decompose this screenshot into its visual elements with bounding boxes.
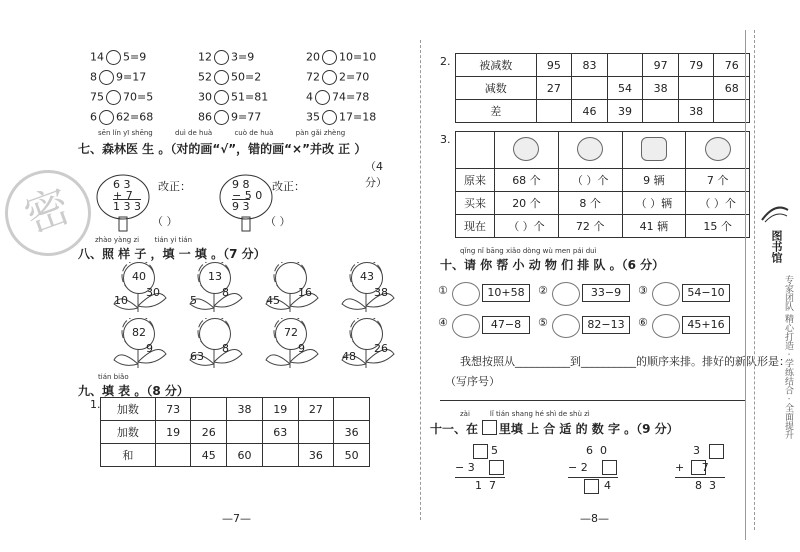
puzzle-2: 6 0 − 2 4 bbox=[568, 444, 618, 494]
compare-item: 8 9=17 bbox=[90, 70, 147, 84]
table-cell: 46 bbox=[572, 100, 608, 123]
compare-item: 20 10=10 bbox=[306, 50, 377, 64]
compare-item: 86 9=77 bbox=[198, 110, 262, 124]
compare-item: 12 3=9 bbox=[198, 50, 255, 64]
animal-item: ⑥ 45+16 bbox=[638, 312, 733, 340]
table-cell[interactable] bbox=[643, 100, 679, 123]
table-cell: 和 bbox=[101, 444, 156, 467]
table-cell[interactable] bbox=[191, 398, 227, 421]
sec10-title: 十、请 你 帮 小 动 物 们 排 队 。（6 分） bbox=[440, 258, 665, 272]
order-sentence: 我想按照从__________到__________的顺序来排。排好的新队形是： bbox=[460, 355, 790, 368]
toy-car-icon bbox=[641, 137, 667, 161]
bird-icon bbox=[552, 282, 580, 306]
side-dashed bbox=[754, 30, 755, 530]
flower-grid bbox=[110, 262, 400, 372]
answer-circle[interactable] bbox=[322, 70, 337, 85]
table-cell[interactable] bbox=[155, 444, 191, 467]
horse-icon bbox=[652, 314, 680, 338]
compare-item: 30 51=81 bbox=[198, 90, 269, 104]
tree-1: 6 3 + 7 1 3 3 bbox=[95, 173, 155, 233]
table-row bbox=[456, 169, 750, 192]
icon-row bbox=[456, 132, 750, 169]
answer-circle[interactable] bbox=[214, 50, 229, 65]
side-slogan: 专家团队 精心打造 · 学练结合 · 全面提升 bbox=[783, 275, 793, 440]
sec7-pinyin: sēn lín yī shēng duì de huà cuò de huà pàn gǎi zhèng bbox=[98, 129, 346, 137]
doll-icon bbox=[577, 137, 603, 161]
table-row bbox=[456, 54, 750, 77]
table-cell[interactable] bbox=[607, 54, 643, 77]
answer-circle[interactable] bbox=[315, 90, 330, 105]
table-cell: 27 bbox=[298, 398, 334, 421]
animal-grid bbox=[438, 280, 738, 340]
table-cell[interactable] bbox=[536, 100, 572, 123]
answer-paren-2: （ ） bbox=[265, 215, 291, 228]
answer-circle[interactable] bbox=[322, 110, 337, 125]
flower: 43 38 bbox=[338, 262, 398, 312]
table-row bbox=[456, 77, 750, 100]
table-cell[interactable] bbox=[572, 77, 608, 100]
answer-circle[interactable] bbox=[322, 50, 337, 65]
side-logo-icon bbox=[760, 200, 790, 226]
stamp: 密 bbox=[0, 158, 103, 268]
sec8-pinyin: zhào yàng zi tián yi tián bbox=[95, 236, 193, 244]
table-cell: 原来 bbox=[456, 169, 495, 192]
table-row bbox=[101, 398, 370, 421]
table-row bbox=[456, 192, 750, 215]
table-cell[interactable]: （ ）个 bbox=[558, 169, 622, 192]
answer-circle[interactable] bbox=[214, 90, 229, 105]
table-cell[interactable] bbox=[298, 421, 334, 444]
table-cell: 8 个 bbox=[558, 192, 622, 215]
buy-table bbox=[455, 131, 750, 238]
table-cell: 38 bbox=[227, 398, 263, 421]
puzzle-3: 3 + 7 8 3 bbox=[675, 444, 725, 494]
flower: 13 5 8 bbox=[186, 262, 246, 312]
table-cell: 68 个 bbox=[495, 169, 559, 192]
table-cell: 97 bbox=[643, 54, 679, 77]
table-cell: 36 bbox=[334, 421, 370, 444]
compare-item: 52 50=2 bbox=[198, 70, 262, 84]
compare-item: 14 5=9 bbox=[90, 50, 147, 64]
table-cell: 9 辆 bbox=[622, 169, 686, 192]
title-box bbox=[482, 420, 497, 435]
table-cell: 83 bbox=[572, 54, 608, 77]
table-cell: 54 bbox=[607, 77, 643, 100]
sec8-title: 八、照 样 子 ，填 一 填 。（7 分） bbox=[78, 247, 266, 261]
answer-circle[interactable] bbox=[214, 110, 229, 125]
fix-label-1: 改正： bbox=[158, 180, 191, 193]
animal-item: ⑤ 82−13 bbox=[538, 312, 633, 340]
compare-item: 75 70=5 bbox=[90, 90, 154, 104]
giraffe-icon bbox=[552, 314, 580, 338]
table-cell[interactable] bbox=[334, 398, 370, 421]
elephant-icon bbox=[452, 314, 480, 338]
table-cell: 60 bbox=[227, 444, 263, 467]
table-cell: 79 bbox=[678, 54, 714, 77]
table-cell[interactable] bbox=[262, 444, 298, 467]
table-cell: 95 bbox=[536, 54, 572, 77]
tree-2: 9 8 − 5 0 9 3 bbox=[218, 173, 278, 233]
sec7-score: （4 分） bbox=[365, 160, 387, 189]
answer-circle[interactable] bbox=[99, 70, 114, 85]
table-cell[interactable] bbox=[227, 421, 263, 444]
add-table bbox=[100, 397, 370, 467]
table-cell: 38 bbox=[643, 77, 679, 100]
answer-circle[interactable] bbox=[214, 70, 229, 85]
table-cell[interactable] bbox=[678, 77, 714, 100]
animal-item: ④ 47−8 bbox=[438, 312, 533, 340]
table-row bbox=[456, 100, 750, 123]
table-cell: 41 辆 bbox=[622, 215, 686, 238]
table-row bbox=[101, 421, 370, 444]
table-cell: 72 个 bbox=[558, 215, 622, 238]
page-number-right: —8— bbox=[580, 512, 609, 525]
table-cell: 73 bbox=[155, 398, 191, 421]
table-cell: 20 个 bbox=[495, 192, 559, 215]
rabbit-icon bbox=[452, 282, 480, 306]
flower: 45 16 bbox=[262, 262, 322, 312]
side-strip bbox=[745, 30, 794, 540]
teddy-bear-icon bbox=[513, 137, 539, 161]
compare-item: 6 62=68 bbox=[90, 110, 154, 124]
robot-icon bbox=[705, 137, 731, 161]
table-cell: 减数 bbox=[456, 77, 537, 100]
table-cell: 38 bbox=[678, 100, 714, 123]
sec7-title: 七、森林医 生 。（对的画“√”，错的画“×”并改 正 ） bbox=[78, 142, 367, 156]
answer-line bbox=[440, 400, 745, 401]
table-num-1: 1. bbox=[90, 398, 101, 411]
table-cell: 39 bbox=[607, 100, 643, 123]
sec9-pinyin: tián biǎo bbox=[98, 373, 129, 381]
table-cell: 45 bbox=[191, 444, 227, 467]
table-cell: 68 bbox=[714, 77, 750, 100]
sec11-title: 十一、在 里填 上 合 适 的 数 字 。（9 分） bbox=[430, 422, 679, 436]
compare-grid bbox=[90, 50, 390, 130]
answer-circle[interactable] bbox=[99, 110, 114, 125]
answer-circle[interactable] bbox=[106, 50, 121, 65]
duck-icon bbox=[652, 282, 680, 306]
table-row bbox=[101, 444, 370, 467]
table-cell: 加数 bbox=[101, 421, 156, 444]
table-cell: 加数 bbox=[101, 398, 156, 421]
side-logo: 图书馆 bbox=[770, 230, 783, 263]
flower: 48 26 bbox=[338, 318, 398, 368]
animal-item: ② 33−9 bbox=[538, 280, 633, 308]
table-cell: 15 个 bbox=[686, 215, 750, 238]
sec9-title: 九、填 表 。（8 分） bbox=[78, 384, 189, 398]
table-row bbox=[456, 215, 750, 238]
puzzle-1: 5 − 3 1 7 bbox=[455, 444, 505, 494]
page-number-left: —7— bbox=[222, 512, 251, 525]
table-cell: 差 bbox=[456, 100, 537, 123]
answer-circle[interactable] bbox=[106, 90, 121, 105]
q3-num: 3. bbox=[440, 133, 451, 146]
table-cell: 现在 bbox=[456, 215, 495, 238]
flower: 40 10 30 bbox=[110, 262, 170, 312]
flower: 63 8 bbox=[186, 318, 246, 368]
table-cell: 27 bbox=[536, 77, 572, 100]
table-cell: 76 bbox=[714, 54, 750, 77]
table-cell: 7 个 bbox=[686, 169, 750, 192]
compare-item: 72 2=70 bbox=[306, 70, 370, 84]
compare-item: 4 74=78 bbox=[306, 90, 370, 104]
table-cell: 26 bbox=[191, 421, 227, 444]
table-cell: 50 bbox=[334, 444, 370, 467]
answer-paren-1: （ ） bbox=[152, 215, 178, 228]
animal-item: ① 10+58 bbox=[438, 280, 533, 308]
table-cell[interactable]: （ ）辆 bbox=[622, 192, 686, 215]
table-cell: 63 bbox=[262, 421, 298, 444]
order-note: （写序号） bbox=[445, 375, 500, 388]
sub-table bbox=[455, 53, 750, 123]
table-cell[interactable]: （ ）个 bbox=[495, 215, 559, 238]
table-cell: 19 bbox=[262, 398, 298, 421]
flower: 72 9 bbox=[262, 318, 322, 368]
animal-item: ③ 54−10 bbox=[638, 280, 733, 308]
flower: 82 9 bbox=[110, 318, 170, 368]
fix-label-2: 改正： bbox=[272, 180, 305, 193]
table-cell: 买来 bbox=[456, 192, 495, 215]
compare-item: 35 17=18 bbox=[306, 110, 377, 124]
q2-num: 2. bbox=[440, 55, 451, 68]
sec11-pinyin: zài lǐ tián shang hé shì de shù zì bbox=[460, 410, 590, 418]
table-cell: 19 bbox=[155, 421, 191, 444]
table-cell: 被减数 bbox=[456, 54, 537, 77]
table-cell[interactable]: （ ）个 bbox=[686, 192, 750, 215]
table-cell: 36 bbox=[298, 444, 334, 467]
sec10-pinyin: qǐng nǐ bāng xiǎo dòng wù men pái duì bbox=[460, 247, 597, 255]
